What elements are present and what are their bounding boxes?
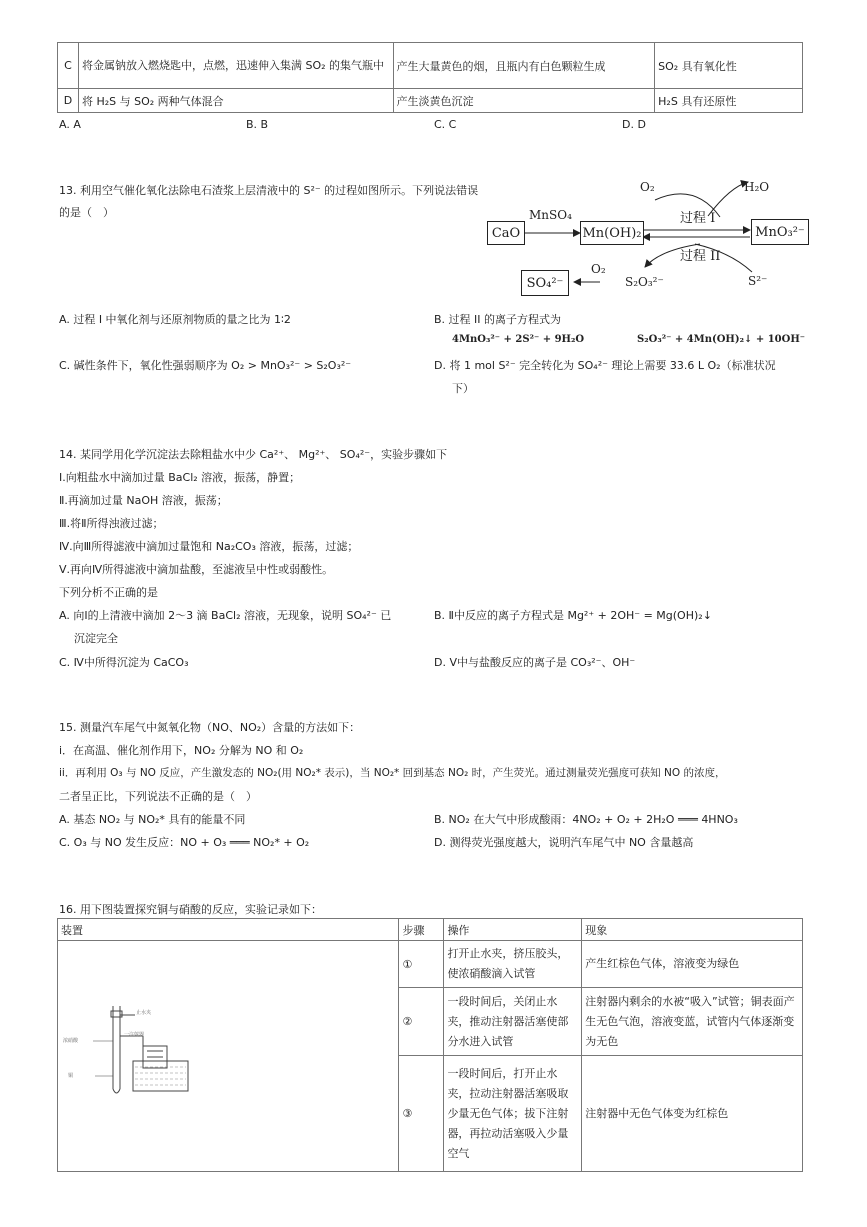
q13-option-c: C. 碱性条件下，氧化性强弱顺序为 O₂ > MnO₃²⁻ > S₂O₃²⁻ [59, 359, 352, 372]
q14-step-3: Ⅲ.将Ⅱ所得浊液过滤； [59, 517, 164, 530]
q16-row-operation: 一段时间后，关闭止水夹，推动注射器活塞使部分水进入试管 [444, 988, 582, 1056]
q14-step-1: Ⅰ.向粗盐水中滴加过量 BaCl₂ 溶液，振荡，静置； [59, 471, 301, 484]
q16-row-phenomenon: 注射器内剩余的水被“吸入”试管；铜表面产生无色气泡，溶液变蓝，试管内气体逐渐变为无色 [582, 988, 803, 1056]
q16-row-phenomenon: 产生红棕色气体，溶液变为绿色 [582, 941, 803, 988]
q14-step-2: Ⅱ.再滴加过量 NaOH 溶液，振荡； [59, 494, 228, 507]
mno3-box: MnO₃²⁻ [751, 219, 809, 245]
q16-apparatus-cell [58, 941, 399, 1172]
process-2-label: 过程 II [680, 249, 721, 264]
q12-option-a: A. A [59, 118, 81, 131]
q16-apparatus-label-clamp: 止水夹 [136, 1010, 152, 1016]
q12-row-operation: 将金属钠放入燃烧匙中，点燃，迅速伸入集满 SO₂ 的集气瓶中 [78, 43, 393, 89]
s2-label: S²⁻ [748, 274, 768, 288]
q14-option-d: D. Ⅴ中与盐酸反应的离子是 CO₃²⁻、OH⁻ [434, 656, 636, 669]
q14-step-4: Ⅳ.向Ⅲ所得滤液中滴加过量饱和 Na₂CO₃ 溶液，振荡，过滤； [59, 540, 359, 553]
q16-row-step: ② [399, 988, 444, 1056]
q12-table [57, 42, 803, 113]
q16-header-apparatus: 装置 [58, 919, 399, 941]
q15-item-ii-cont: 二者呈正比，下列说法不正确的是（ ） [59, 790, 257, 803]
q16-apparatus-label-acid: 浓硝酸 [63, 1038, 79, 1044]
q12-row-letter: D [58, 89, 79, 113]
q15-option-b: B. NO₂ 在大气中形成酸雨：4NO₂ + O₂ + 2H₂O ═══ 4HNO₃ [434, 813, 738, 826]
process-1-label: 过程 I [680, 211, 716, 226]
q15-option-c: C. O₃ 与 NO 发生反应：NO + O₃ ═══ NO₂* + O₂ [59, 836, 310, 849]
q15-stem: 15. 测量汽车尾气中氮氧化物（NO、NO₂）含量的方法如下： [59, 721, 361, 734]
o2-top-label: O₂ [640, 180, 655, 194]
q12-row-phenomenon: 产生淡黄色沉淀 [393, 89, 655, 113]
mnoh2-box: Mn(OH)₂ [580, 221, 644, 245]
q16-stem: 16. 用下图装置探究铜与硝酸的反应，实验记录如下： [59, 903, 322, 916]
q14-stem: 14. 某同学用化学沉淀法去除粗盐水中少 Ca²⁺、 Mg²⁺、 SO₄²⁻，实验步骤如下 [59, 448, 448, 461]
q16-header-phenomenon: 现象 [582, 919, 803, 941]
q16-row-phenomenon: 注射器中无色气体变为红棕色 [582, 1056, 803, 1172]
q16-row-step: ③ [399, 1056, 444, 1172]
cao-box: CaO [487, 221, 525, 245]
q12-row-letter: C [58, 43, 79, 89]
q13-option-d-cont: 下） [452, 382, 474, 395]
q14-option-b: B. Ⅱ中反应的离子方程式是 Mg²⁺ + 2OH⁻ = Mg(OH)₂↓ [434, 609, 712, 622]
q12-option-b: B. B [246, 118, 269, 131]
q16-row-operation: 打开止水夹，挤压胶头，使浓硝酸滴入试管 [444, 941, 582, 988]
q12-row-conclusion: H₂S 具有还原性 [655, 89, 803, 113]
q16-row-operation: 一段时间后，打开止水夹，拉动注射器活塞吸取少量无色气体；拔下注射器，再拉动活塞吸入少量空气 [444, 1056, 582, 1172]
q12-option-c: C. C [434, 118, 457, 131]
q13-option-b-equation-right: S₂O₃²⁻ + 4Mn(OH)₂↓ + 10OH⁻ [637, 334, 806, 345]
q14-option-a: A. 向Ⅰ的上清液中滴加 2～3 滴 BaCl₂ 溶液，无现象，说明 SO₄²⁻ 已 [59, 609, 392, 622]
so4-box: SO₄²⁻ [521, 270, 569, 296]
q12-row-conclusion: SO₂ 具有氧化性 [655, 43, 803, 89]
q15-option-d: D. 测得荧光强度越大，说明汽车尾气中 NO 含量越高 [434, 836, 694, 849]
q15-item-i: i．在高温、催化剂作用下，NO₂ 分解为 NO 和 O₂ [59, 744, 304, 757]
s2o3-label: S₂O₃²⁻ [625, 275, 664, 289]
q15-item-ii: ii．再利用 O₃ 与 NO 反应，产生激发态的 NO₂(用 NO₂* 表示)，当 NO₂* 回到基态 NO₂ 时，产生荧光。通过测量荧光强度可获知 NO 的浓度， [59, 767, 726, 779]
h2o-label: H₂O [744, 180, 770, 194]
q16-header-step: 步骤 [399, 919, 444, 941]
q14-option-c: C. Ⅳ中所得沉淀为 CaCO₃ [59, 656, 189, 669]
q12-row-operation: 将 H₂S 与 SO₂ 两种气体混合 [78, 89, 393, 113]
q14-ask: 下列分析不正确的是 [59, 586, 158, 599]
q16-header-operation: 操作 [444, 919, 582, 941]
q16-row-step: ① [399, 941, 444, 988]
q13-option-d: D. 将 1 mol S²⁻ 完全转化为 SO₄²⁻ 理论上需要 33.6 L O₂（标准状况 [434, 359, 776, 372]
q15-option-a: A. 基态 NO₂ 与 NO₂* 具有的能量不同 [59, 813, 246, 826]
q14-step-5: Ⅴ.再向Ⅳ所得滤液中滴加盐酸，至滤液呈中性或弱酸性。 [59, 563, 334, 576]
mnso4-label: MnSO₄ [529, 208, 572, 222]
q13-option-b: B. 过程 II 的离子方程式为 [434, 313, 562, 326]
q13-stem: 13. 利用空气催化氧化法除电石渣浆上层清液中的 S²⁻ 的过程如图所示。下列说法错误的是（ ） [59, 184, 479, 219]
q16-table [57, 918, 803, 1172]
q14-option-a-cont: 沉淀完全 [74, 632, 118, 645]
q13-option-a: A. 过程 I 中氧化剂与还原剂物质的量之比为 1∶2 [59, 313, 291, 326]
q12-row-phenomenon: 产生大量黄色的烟，且瓶内有白色颗粒生成 [393, 43, 655, 89]
q13-option-b-equation-left: 4MnO₃²⁻ + 2S²⁻ + 9H₂O [452, 334, 585, 345]
q12-option-d: D. D [622, 118, 646, 131]
q16-apparatus-figure [73, 1001, 193, 1111]
q16-apparatus-label-syringe: 一注射器 [124, 1032, 145, 1038]
q16-apparatus-label-copper: 铜 [68, 1073, 74, 1079]
o2-bottom-label: O₂ [591, 262, 606, 276]
